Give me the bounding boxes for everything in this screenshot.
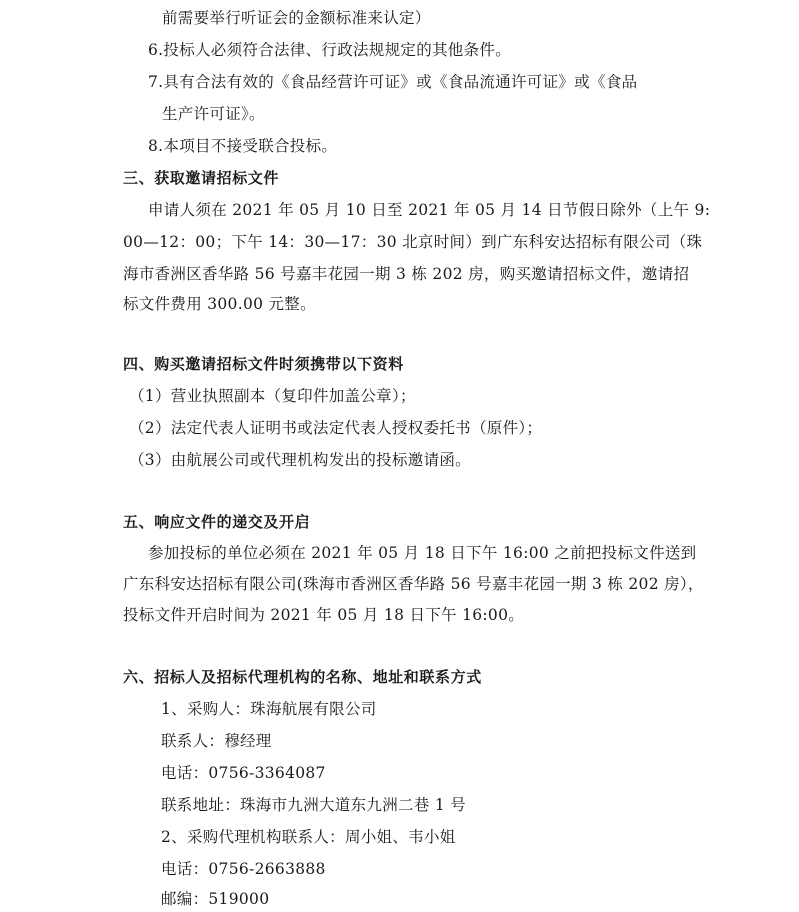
requirement-item-8: 8.本项目不接受联合投标。 [148,137,338,155]
purchaser-line: 1、采购人：珠海航展有限公司 [161,700,377,718]
requirement-item-6: 6.投标人必须符合法律、行政法规规定的其他条件。 [148,41,511,59]
section-3-paragraph-line-2: 00—12：00；下午 14：30—17：30 北京时间）到广东科安达招标有限公司（珠 [123,233,703,251]
section-5-paragraph-line-1: 参加投标的单位必须在 2021 年 05 月 18 日下午 16:00 之前把投标文件送到 [148,544,697,562]
section-4-item-2: （2）法定代表人证明书或法定代表人授权委托书（原件）； [129,419,543,437]
section-3-heading: 三、获取邀请招标文件 [123,169,280,187]
section-3-paragraph-line-1: 申请人须在 2021 年 05 月 10 日至 2021 年 05 月 14 日节假日除外（上午 9: [148,201,711,219]
section-5-heading: 五、响应文件的递交及开启 [123,513,311,531]
purchaser-phone-line: 电话：0756-3364087 [161,764,326,782]
agent-contact-line: 2、采购代理机构联系人：周小姐、韦小姐 [161,828,456,846]
section-4-item-3: （3）由航展公司或代理机构发出的投标邀请函。 [129,451,471,469]
section-6-heading: 六、招标人及招标代理机构的名称、地址和联系方式 [123,668,482,686]
section-5-paragraph-line-3: 投标文件开启时间为 2021 年 05 月 18 日下午 16:00。 [123,606,525,624]
postcode-line: 邮编：519000 [161,890,270,908]
contact-person-line: 联系人：穆经理 [161,732,272,750]
section-5-paragraph-line-2: 广东科安达招标有限公司(珠海市香洲区香华路 56 号嘉丰花园一期 3 栋 202 房）， [123,575,704,593]
contact-address-line: 联系地址：珠海市九洲大道东九洲二巷 1 号 [161,796,467,814]
section-4-item-1: （1）营业执照副本（复印件加盖公章）； [129,387,416,405]
section-3-paragraph-line-3: 海市香洲区香华路 56 号嘉丰花园一期 3 栋 202 房，购买邀请招标文件，邀请招 [123,265,690,283]
section-3-paragraph-line-4: 标文件费用 300.00 元整。 [123,295,316,313]
agent-phone-line: 电话：0756-2663888 [161,860,326,878]
requirement-item-7-continued: 生产许可证》。 [162,105,265,123]
section-4-heading: 四、购买邀请招标文件时须携带以下资料 [123,355,404,373]
continuation-line: 前需要举行听证会的金额标准来认定） [162,9,431,27]
requirement-item-7: 7.具有合法有效的《食品经营许可证》或《食品流通许可证》或《食品 [148,73,638,91]
